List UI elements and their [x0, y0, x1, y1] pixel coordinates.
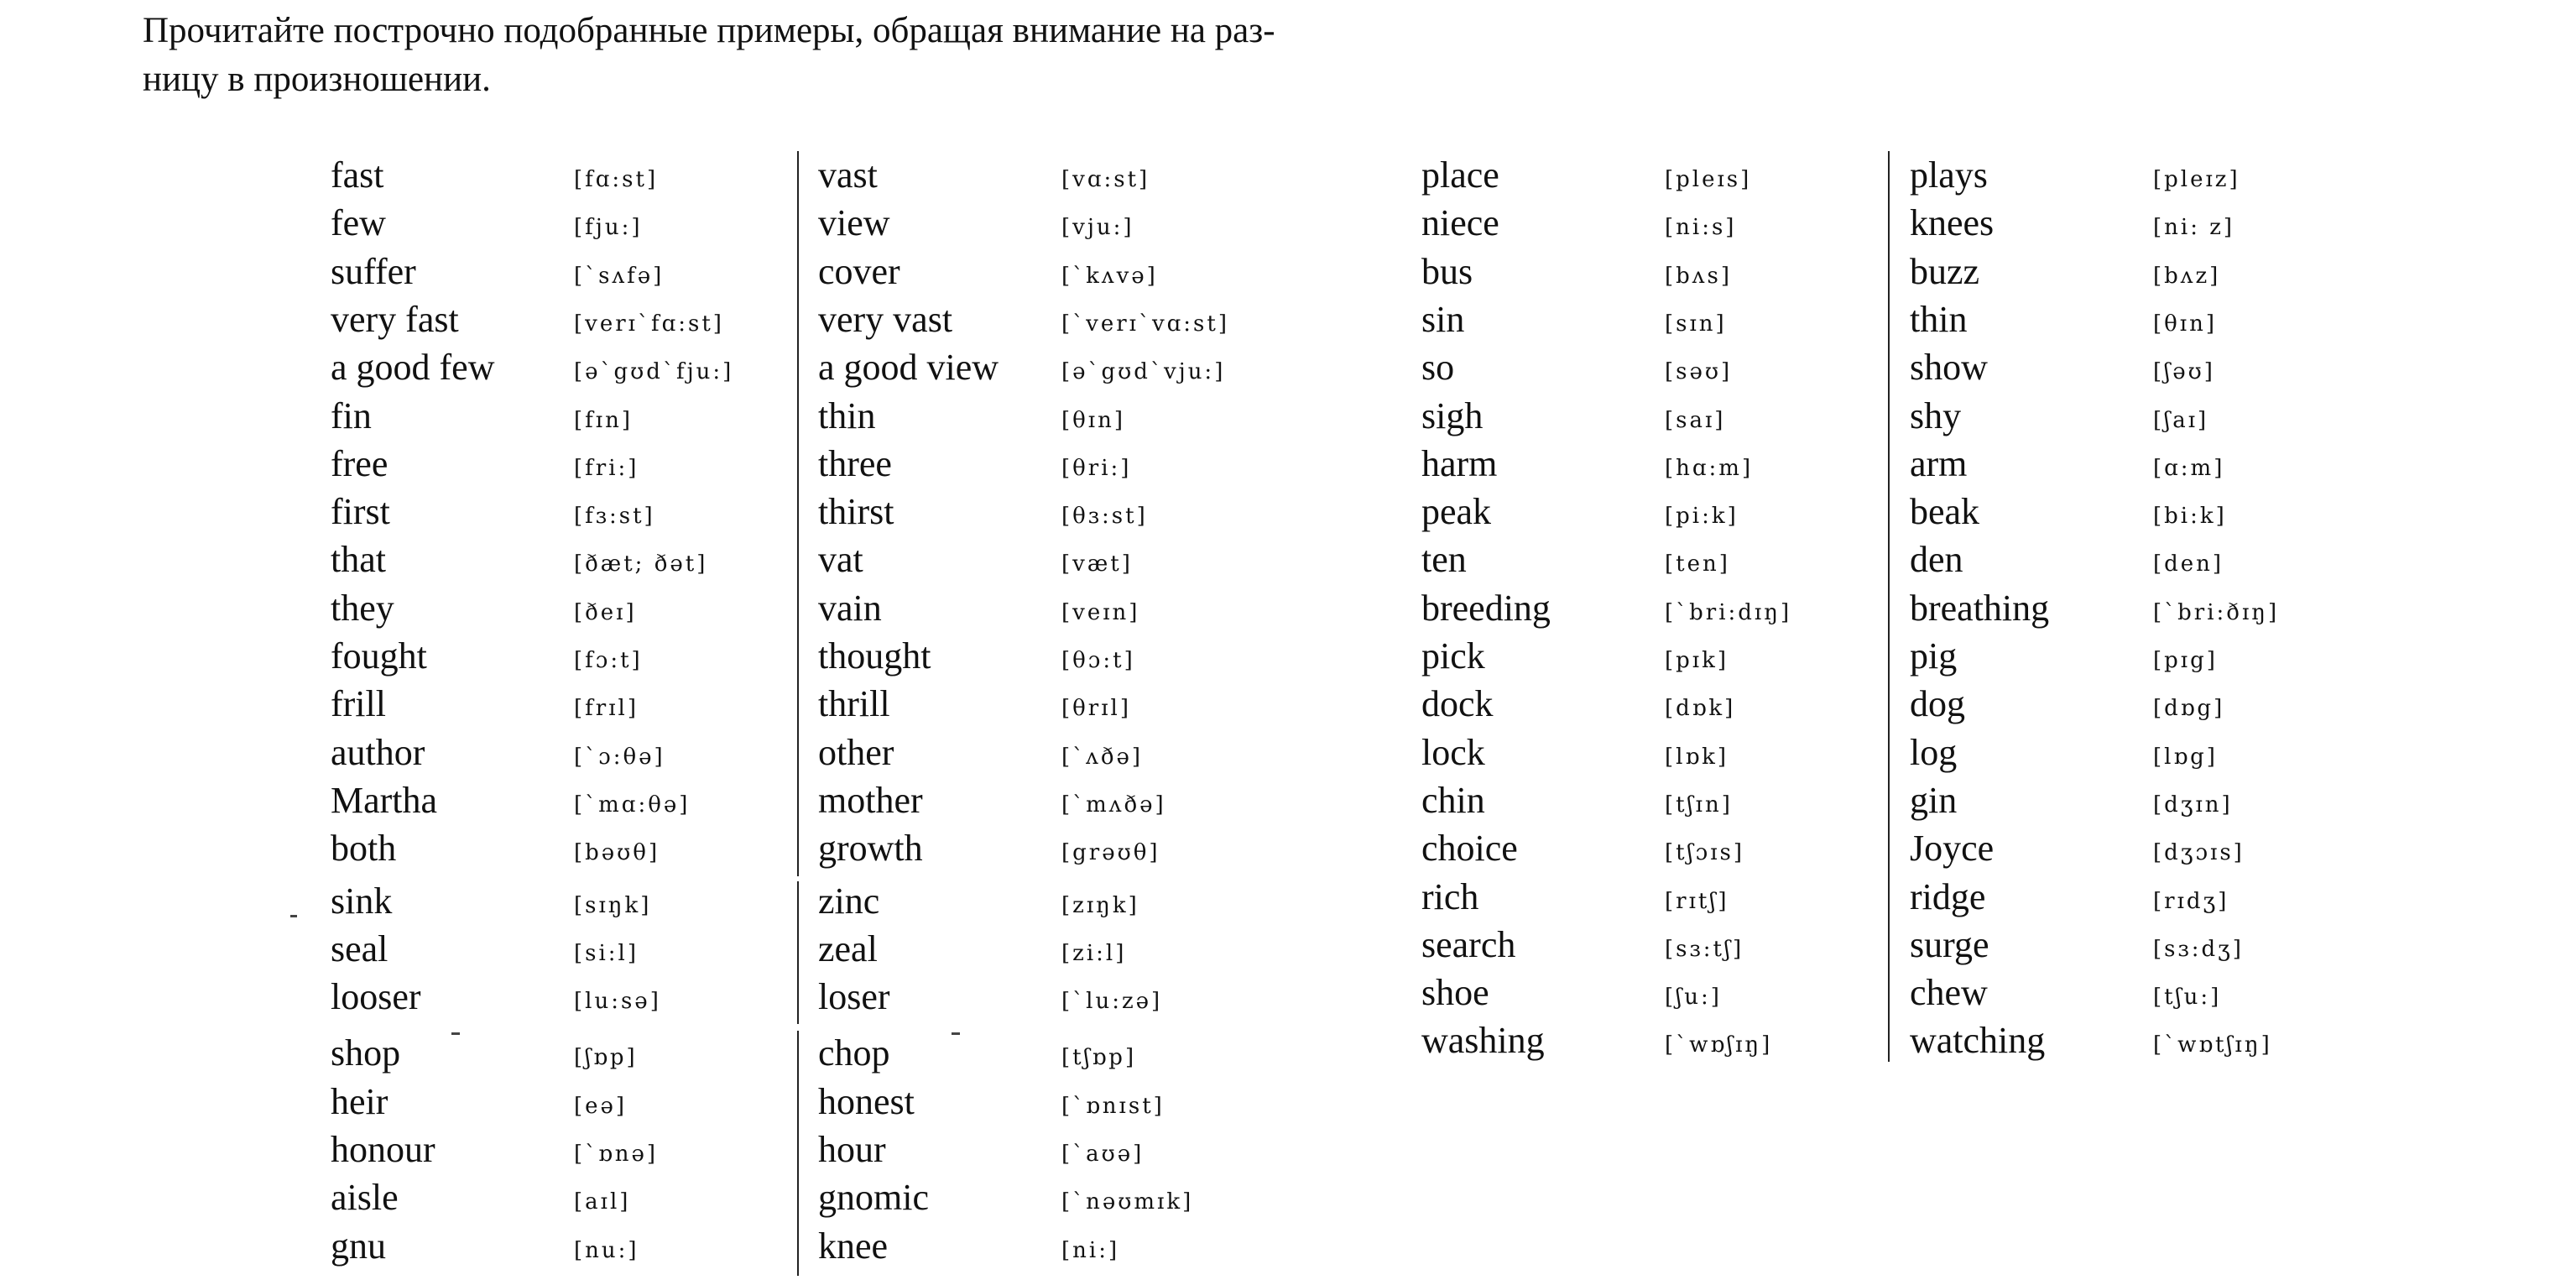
word: bus [1421, 250, 1473, 292]
transcription: [ə`gʊd`vju:] [1061, 359, 1226, 385]
word: vain [818, 587, 882, 629]
transcription: [lɒg] [2153, 744, 2218, 770]
transcription: [fɔ:t] [574, 648, 643, 673]
transcription: [pi:k] [1665, 504, 1739, 530]
divider-right [1888, 151, 1890, 1062]
word: chop [818, 1032, 890, 1074]
word: sin [1421, 298, 1465, 340]
transcription: [saɪ] [1665, 407, 1726, 433]
stray-mark [451, 1032, 460, 1035]
word: chin [1421, 779, 1485, 821]
transcription: [`ɔ:θə] [574, 744, 665, 770]
word: a good view [818, 347, 999, 389]
word: harm [1421, 442, 1498, 484]
transcription: [si:l] [574, 940, 639, 966]
word: pick [1421, 635, 1485, 677]
instruction-line-2: ницу в произношении. [143, 60, 491, 99]
word: gnomic [818, 1177, 929, 1219]
word: thrill [818, 683, 890, 725]
word: aisle [331, 1177, 399, 1219]
word: buzz [1910, 250, 1980, 292]
transcription: [veɪn] [1061, 599, 1140, 625]
word: knees [1910, 202, 1995, 244]
word: niece [1421, 202, 1499, 244]
transcription: [eə] [574, 1093, 628, 1119]
word: gnu [331, 1225, 386, 1267]
word: zinc [818, 880, 880, 922]
transcription: [fɑ:st] [574, 167, 659, 192]
transcription: [ðæt; ðət] [574, 551, 708, 577]
word: show [1910, 347, 1988, 389]
transcription: [ɑ:m] [2153, 455, 2225, 481]
transcription: [ten] [1665, 551, 1730, 577]
word: sink [331, 880, 393, 922]
word: view [818, 202, 890, 244]
transcription: [dʒɪn] [2153, 792, 2233, 818]
transcription: [hɑ:m] [1665, 455, 1754, 481]
word: thought [818, 635, 931, 677]
word: knee [818, 1225, 889, 1267]
word: they [331, 587, 394, 629]
transcription: [ðeɪ] [574, 599, 637, 625]
transcription: [sɜ:dʒ] [2153, 936, 2244, 962]
transcription: [bi:k] [2153, 504, 2227, 530]
transcription: [lɒk] [1665, 744, 1729, 770]
transcription: [fɜ:st] [574, 504, 655, 530]
word: shoe [1421, 972, 1489, 1014]
word: lock [1421, 731, 1485, 773]
word: dog [1910, 683, 1965, 725]
transcription: [sɜ:tʃ] [1665, 936, 1744, 962]
transcription: [ʃaɪ] [2153, 407, 2209, 433]
transcription: [ni:s] [1665, 215, 1737, 241]
transcription: [grəʊθ] [1061, 840, 1160, 866]
transcription: [`lu:zə] [1061, 989, 1163, 1015]
transcription: [dɒg] [2153, 696, 2225, 722]
word: rich [1421, 875, 1479, 917]
word: plays [1910, 154, 1988, 196]
word: thin [1910, 298, 1968, 340]
transcription: [`sʌfə] [574, 263, 665, 289]
word: growth [818, 828, 923, 870]
word: surge [1910, 923, 1989, 965]
word: arm [1910, 442, 1968, 484]
transcription: [lu:sə] [574, 989, 661, 1015]
word: hour [818, 1129, 886, 1170]
word: cover [818, 250, 900, 292]
word: thirst [818, 491, 894, 533]
transcription: [verɪ`fɑ:st] [574, 311, 724, 337]
transcription: [vɑ:st] [1061, 167, 1150, 192]
divider-left-upper [797, 151, 799, 876]
transcription: [`wɒtʃɪŋ] [2153, 1032, 2272, 1058]
transcription: [vju:] [1061, 215, 1134, 241]
transcription: [pleɪs] [1665, 167, 1752, 192]
word: gin [1910, 779, 1958, 821]
word: heir [331, 1080, 388, 1122]
word: both [331, 828, 397, 870]
word: watching [1910, 1020, 2046, 1062]
word: sigh [1421, 394, 1484, 436]
transcription: [fɪn] [574, 407, 633, 433]
transcription: [`aʊə] [1061, 1142, 1145, 1167]
transcription: [bʌs] [1665, 263, 1732, 289]
transcription: [`bri:ðɪŋ] [2153, 599, 2280, 625]
word: thin [818, 394, 876, 436]
word: zeal [818, 927, 878, 969]
word: ten [1421, 539, 1467, 581]
word: looser [331, 976, 421, 1018]
transcription: [`verɪ`vɑ:st] [1061, 311, 1229, 337]
transcription: [væt] [1061, 551, 1133, 577]
word: free [331, 442, 388, 484]
transcription: [θɪn] [2153, 311, 2218, 337]
transcription: [`kʌvə] [1061, 263, 1158, 289]
transcription: [`nəʊmɪk] [1061, 1189, 1194, 1215]
transcription: [θɔ:t] [1061, 648, 1135, 673]
word: author [331, 731, 425, 773]
transcription: [pɪg] [2153, 648, 2218, 673]
transcription: [aɪl] [574, 1189, 631, 1215]
word: place [1421, 154, 1499, 196]
word: frill [331, 683, 386, 725]
word: breathing [1910, 587, 2050, 629]
word: Joyce [1910, 828, 1995, 870]
word: den [1910, 539, 1963, 581]
word: shy [1910, 394, 1962, 436]
word: loser [818, 976, 890, 1018]
transcription: [`mɑ:θə] [574, 792, 691, 818]
word: seal [331, 927, 388, 969]
divider-left-lower [797, 1031, 799, 1276]
word: few [331, 202, 386, 244]
word: honour [331, 1129, 435, 1170]
word: vast [818, 154, 878, 196]
transcription: [ni:] [1061, 1237, 1120, 1263]
word: so [1421, 347, 1455, 389]
transcription: [pleɪz] [2153, 167, 2240, 192]
transcription: [θri:] [1061, 455, 1132, 481]
word: peak [1421, 491, 1492, 533]
divider-left-middle [797, 881, 799, 1024]
word: shop [331, 1032, 401, 1074]
transcription: [sɪŋk] [574, 892, 652, 918]
transcription: [θɪn] [1061, 407, 1126, 433]
transcription: [bʌz] [2153, 263, 2221, 289]
stray-mark [952, 1032, 960, 1035]
word: that [331, 539, 386, 581]
transcription: [fju:] [574, 215, 643, 241]
transcription: [θrɪl] [1061, 696, 1131, 722]
transcription: [rɪdʒ] [2153, 888, 2229, 914]
word: three [818, 442, 892, 484]
transcription: [θɜ:st] [1061, 504, 1148, 530]
word: suffer [331, 250, 416, 292]
word: breeding [1421, 587, 1551, 629]
transcription: [pɪk] [1665, 648, 1729, 673]
word: honest [818, 1080, 915, 1122]
transcription: [tʃɪn] [1665, 792, 1733, 818]
transcription: [ni: z] [2153, 215, 2235, 241]
word: search [1421, 923, 1516, 965]
transcription: [bəʊθ] [574, 840, 660, 866]
transcription: [ə`gʊd`fju:] [574, 359, 734, 385]
word: log [1910, 731, 1958, 773]
stray-mark [290, 915, 297, 917]
word: very vast [818, 298, 953, 340]
transcription: [fri:] [574, 455, 639, 481]
word: dock [1421, 683, 1494, 725]
word: pig [1910, 635, 1958, 677]
transcription: [dʒɔɪs] [2153, 840, 2245, 866]
word: vat [818, 539, 863, 581]
transcription: [frɪl] [574, 696, 639, 722]
word: other [818, 731, 894, 773]
transcription: [`ɒnə] [574, 1142, 659, 1167]
word: a good few [331, 347, 495, 389]
transcription: [tʃɒp] [1061, 1045, 1137, 1071]
word: very fast [331, 298, 459, 340]
word: Martha [331, 779, 438, 821]
word: ridge [1910, 875, 1986, 917]
word: chew [1910, 972, 1988, 1014]
word: fought [331, 635, 427, 677]
instruction-line-1: Прочитайте построчно подобранные примеры, обращая внимание на раз- [143, 11, 1275, 50]
word: choice [1421, 828, 1518, 870]
word: fast [331, 154, 384, 196]
word: mother [818, 779, 923, 821]
transcription: [nu:] [574, 1237, 639, 1263]
transcription: [den] [2153, 551, 2224, 577]
transcription: [zi:l] [1061, 940, 1127, 966]
transcription: [tʃu:] [2153, 985, 2222, 1011]
transcription: [ʃəʊ] [2153, 359, 2215, 385]
word: beak [1910, 491, 1980, 533]
transcription: [rɪtʃ] [1665, 888, 1729, 914]
transcription: [səʊ] [1665, 359, 1733, 385]
transcription: [ʃu:] [1665, 985, 1722, 1011]
transcription: [zɪŋk] [1061, 892, 1139, 918]
transcription: [dɒk] [1665, 696, 1736, 722]
word: fin [331, 394, 372, 436]
transcription: [`ʌðə] [1061, 744, 1144, 770]
word: washing [1421, 1020, 1545, 1062]
instruction-text [143, 7, 1468, 104]
transcription: [tʃɔɪs] [1665, 840, 1745, 866]
word: first [331, 491, 390, 533]
transcription: [ʃɒp] [574, 1045, 638, 1071]
transcription: [`mʌðə] [1061, 792, 1166, 818]
transcription: [`bri:dɪŋ] [1665, 599, 1792, 625]
transcription: [`ɒnɪst] [1061, 1093, 1165, 1119]
transcription: [`wɒʃɪŋ] [1665, 1032, 1773, 1058]
transcription: [sɪn] [1665, 311, 1727, 337]
